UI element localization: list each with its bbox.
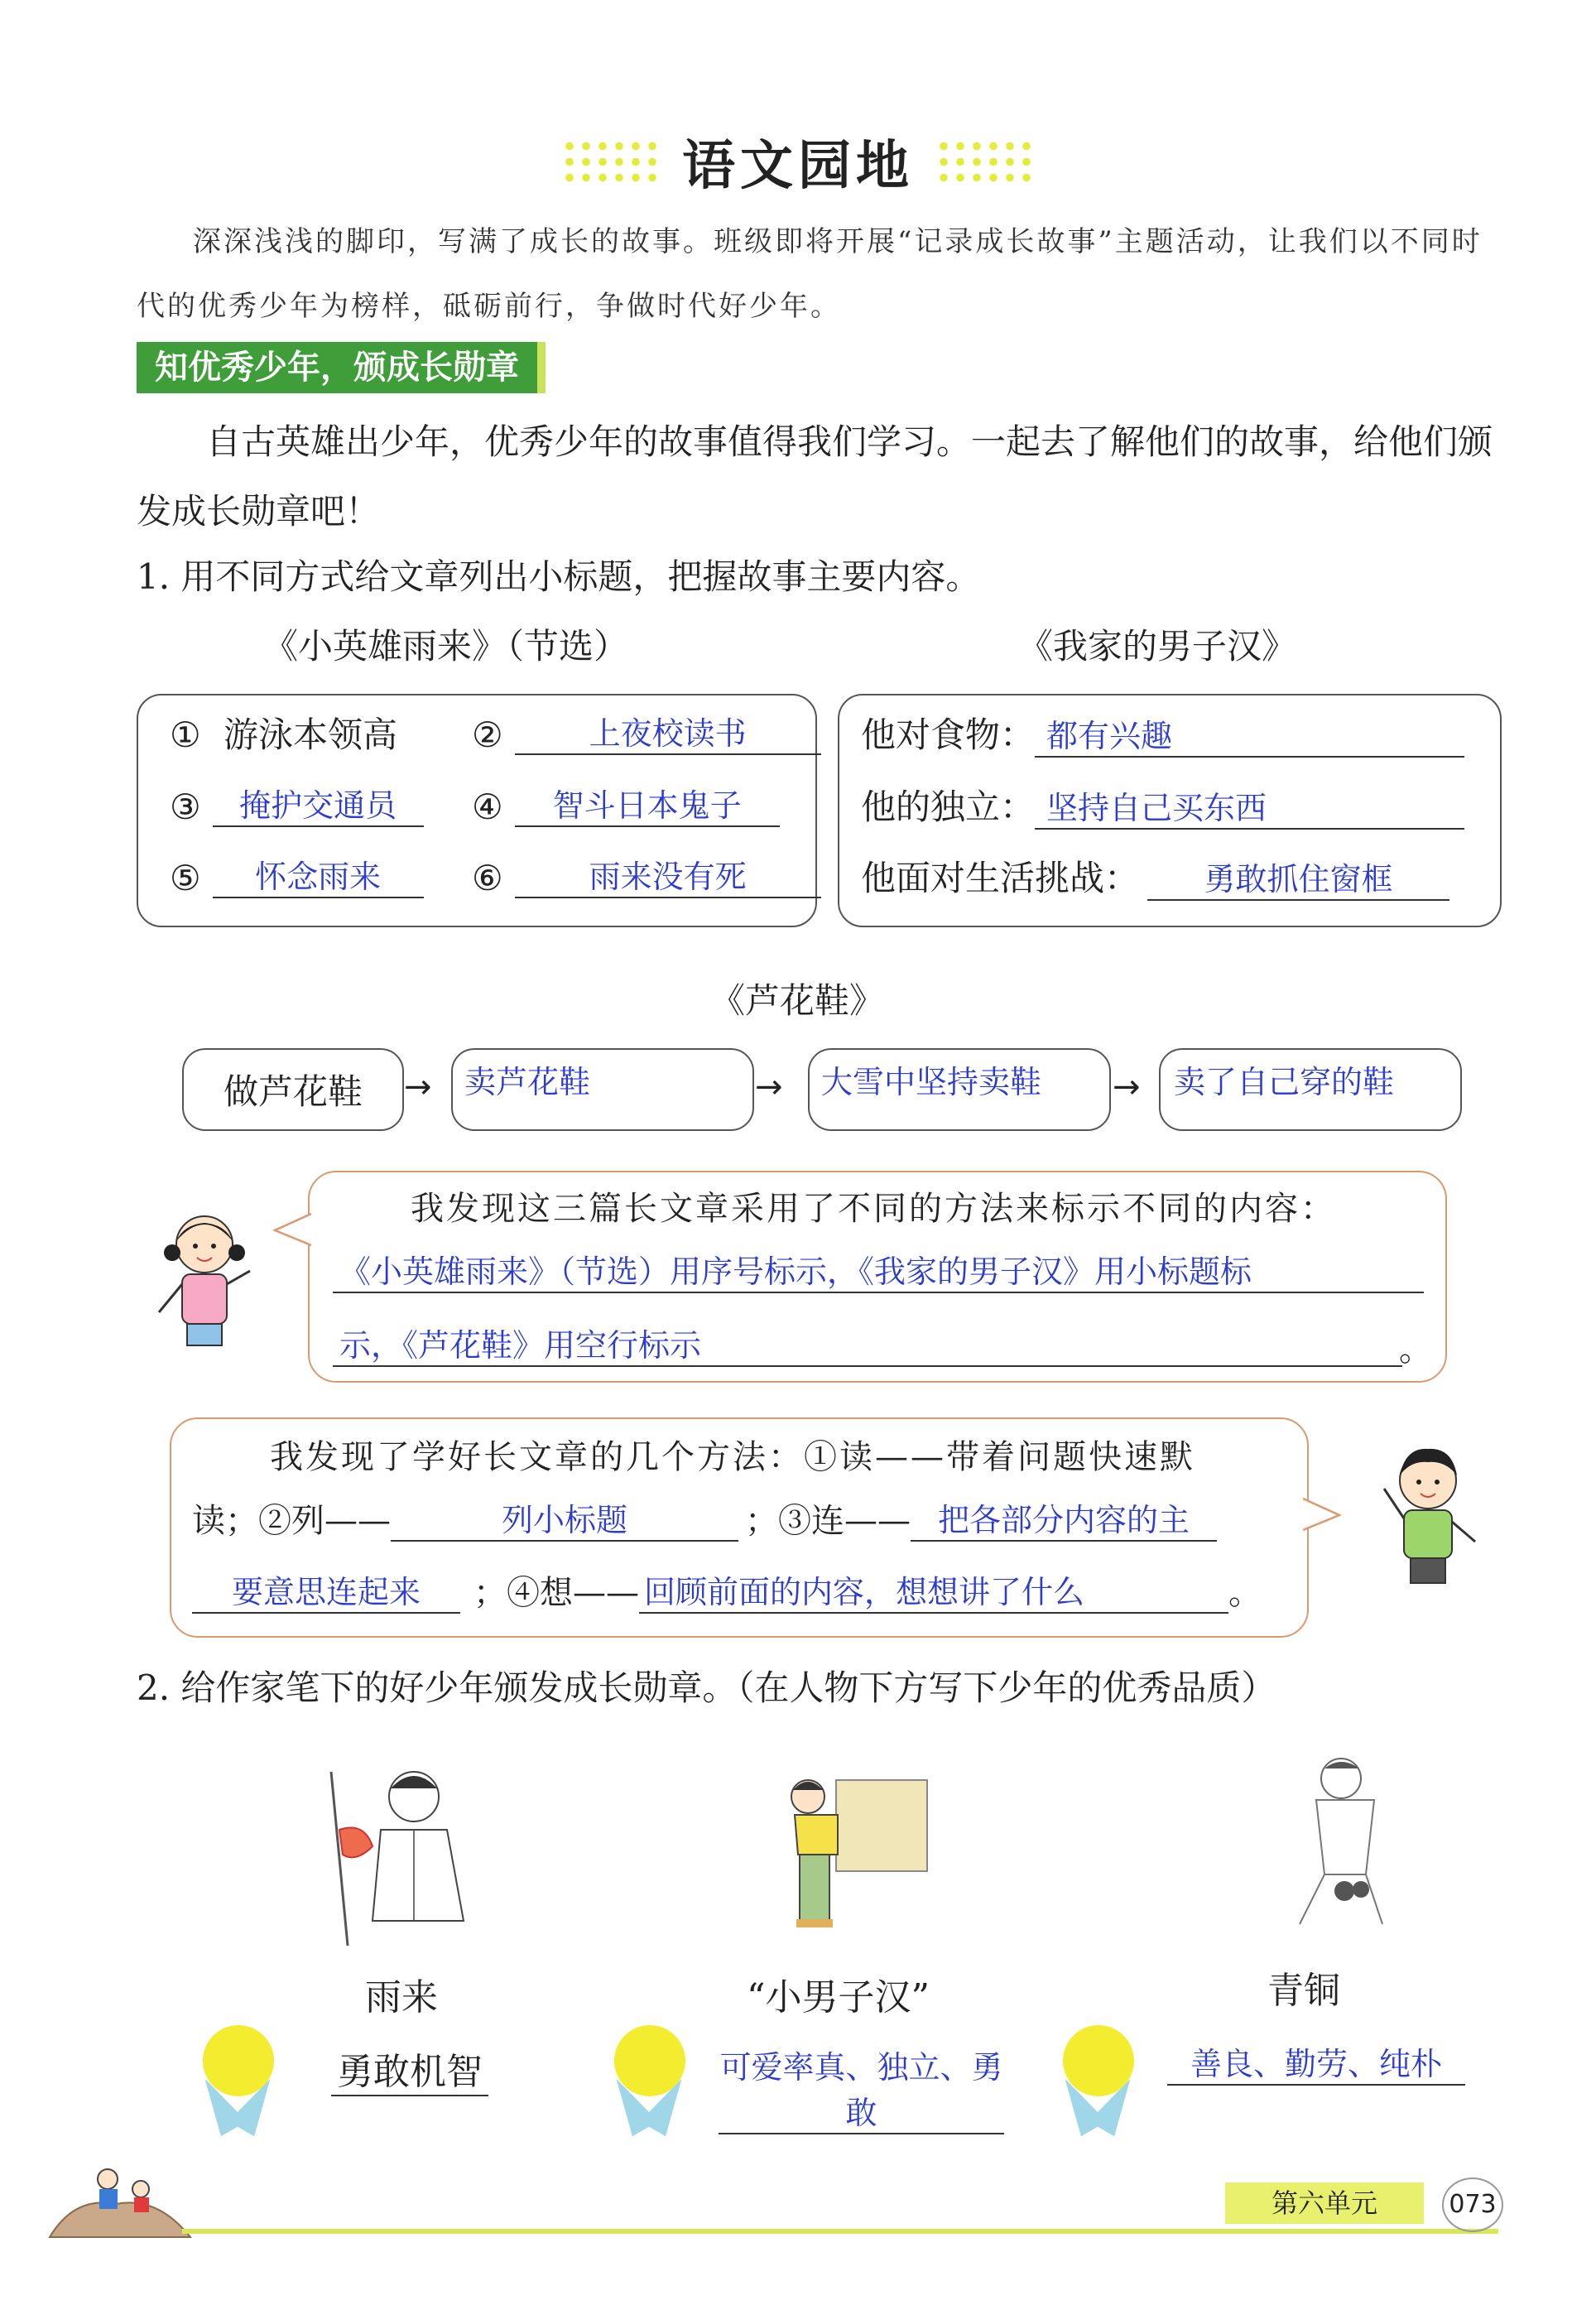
boy-illustration [1366, 1439, 1490, 1596]
item-text: 游泳本领高 [224, 715, 398, 755]
qingtong-illustration [1242, 1750, 1416, 1932]
little-man-illustration [762, 1764, 944, 1937]
row-answer[interactable]: 坚持自己买东西 [1035, 782, 1464, 830]
character-1-quality[interactable]: 勇敢机智 [331, 2042, 488, 2096]
page-number: 073 [1442, 2177, 1503, 2232]
flow-step-answer[interactable]: 卖了自己穿的鞋 [1174, 1064, 1395, 1100]
item-answer[interactable]: 雨来没有死 [515, 851, 821, 898]
character-2-quality[interactable]: 可爱率真、独立、勇敢 [719, 2042, 1004, 2134]
method-3-answer-part-2[interactable]: 要意思连起来 [192, 1566, 460, 1614]
row-label: 他的独立： [861, 787, 1036, 827]
finding-1-end: 。 [1399, 1331, 1432, 1369]
medal-3 [1061, 2025, 1136, 2149]
intro-paragraph: 深深浅浅的脚印，写满了成长的故事。班级即将开展“记录成长故事”主题活动，让我们以不同时代的优秀少年为榜样，砥砺前行，争做时代好少年。 [137, 225, 1483, 323]
footer-illustration [41, 2146, 199, 2245]
item-number: ① [170, 715, 201, 755]
story1-item-5 [170, 851, 424, 898]
row-label: 他对食物： [861, 715, 1036, 755]
flow-step-answer[interactable]: 大雪中坚持卖鞋 [821, 1064, 1042, 1100]
item-number: ④ [472, 787, 503, 827]
story1-item-6 [472, 851, 821, 898]
arrow-right-icon: → [1113, 1068, 1141, 1106]
flow-step-4 [1159, 1048, 1462, 1131]
girl-illustration [142, 1205, 267, 1354]
flow-step-1 [182, 1048, 404, 1131]
story1-item-1 [170, 708, 397, 758]
finding-2-line-2 [192, 1494, 1217, 1542]
method-3-answer-part-1[interactable]: 把各部分内容的主 [911, 1494, 1217, 1542]
story1-item-4 [472, 780, 780, 827]
method-2-prefix: 读；②列—— [192, 1502, 391, 1540]
footer-divider [182, 2229, 1498, 2234]
finding-2-line-3 [192, 1566, 1262, 1614]
decorative-dots-left [561, 138, 661, 185]
question-1-prompt: 1. 用不同方式给文章列出小标题，把握故事主要内容。 [137, 556, 981, 597]
flow-step-3 [808, 1048, 1111, 1131]
story2-row-1 [861, 708, 1464, 758]
question-2-prompt: 2. 给作家笔下的好少年颁发成长勋章。（在人物下方写下少年的优秀品质） [137, 1667, 1276, 1708]
flow-step-answer[interactable]: 卖芦花鞋 [464, 1064, 591, 1100]
row-answer[interactable]: 都有兴趣 [1035, 710, 1464, 758]
item-answer[interactable]: 掩护交通员 [213, 780, 424, 827]
sun-medal-icon [203, 2025, 274, 2096]
finding-1-answer-line-1[interactable]: 《小英雄雨来》（节选）用序号标示，《我家的男子汉》用小标题标 [333, 1246, 1424, 1293]
method-2-answer[interactable]: 列小标题 [391, 1494, 738, 1542]
finding-2-end: 。 [1228, 1574, 1262, 1612]
character-3-name: 青铜 [1267, 1970, 1340, 2012]
section-badge: 知优秀少年，颁成长勋章 [137, 342, 546, 393]
finding-1-lead: 我发现这三篇长文章采用了不同的方法来标示不同的内容： [411, 1190, 1336, 1228]
story1-title: 《小英雄雨来》（节选） [263, 626, 629, 666]
yulai-illustration [315, 1755, 513, 1954]
character-1-name: 雨来 [365, 1976, 438, 2019]
medal-1 [201, 2025, 276, 2149]
sun-medal-icon [614, 2025, 685, 2096]
bubble-tail [273, 1210, 311, 1249]
medal-2 [613, 2025, 687, 2149]
row-answer[interactable]: 勇敢抓住窗框 [1147, 854, 1449, 901]
flow-step-2 [451, 1048, 754, 1131]
sun-medal-icon [1063, 2025, 1134, 2096]
bubble-tail [1303, 1495, 1341, 1533]
story1-item-2 [472, 708, 821, 755]
page-title: 语文园地 [682, 136, 914, 197]
item-number: ⑤ [170, 858, 201, 898]
story3-title: 《芦花鞋》 [710, 980, 885, 1021]
section-intro: 自古英雄出少年，优秀少年的故事值得我们学习。一起去了解他们的故事，给他们颁发成长勋章吧！ [137, 421, 1493, 532]
decorative-dots-right [935, 138, 1035, 185]
character-3-quality[interactable]: 善良、勤劳、纯朴 [1167, 2038, 1465, 2086]
flow-step-text: 做芦花鞋 [223, 1071, 363, 1112]
story2-title: 《我家的男子汉》 [1018, 626, 1297, 666]
unit-label: 第六单元 [1225, 2182, 1424, 2224]
page-header [0, 116, 1596, 207]
row-label: 他面对生活挑战： [861, 858, 1140, 898]
method-4-answer[interactable]: 回顾前面的内容，想想讲了什么 [639, 1566, 1228, 1614]
method-3-prefix: ；③连—— [745, 1502, 911, 1540]
method-4-prefix: ；④想—— [474, 1574, 639, 1612]
story2-row-3 [861, 851, 1449, 901]
item-number: ② [472, 715, 503, 755]
character-2-name: “小男子汉” [747, 1976, 930, 2019]
item-number: ③ [170, 787, 201, 827]
item-answer[interactable]: 怀念雨来 [213, 851, 424, 898]
finding-1-answer-line-2[interactable]: 示，《芦花鞋》用空行标示 [333, 1320, 1402, 1367]
item-answer[interactable]: 上夜校读书 [515, 708, 821, 755]
arrow-right-icon: → [755, 1068, 783, 1106]
finding-2-lead: 我发现了学好长文章的几个方法：①读——带着问题快速默 [270, 1438, 1195, 1476]
story1-item-3 [170, 780, 424, 827]
item-answer[interactable]: 智斗日本鬼子 [515, 780, 780, 827]
item-number: ⑥ [472, 858, 503, 898]
arrow-right-icon: → [404, 1068, 432, 1106]
story2-row-2 [861, 780, 1464, 830]
